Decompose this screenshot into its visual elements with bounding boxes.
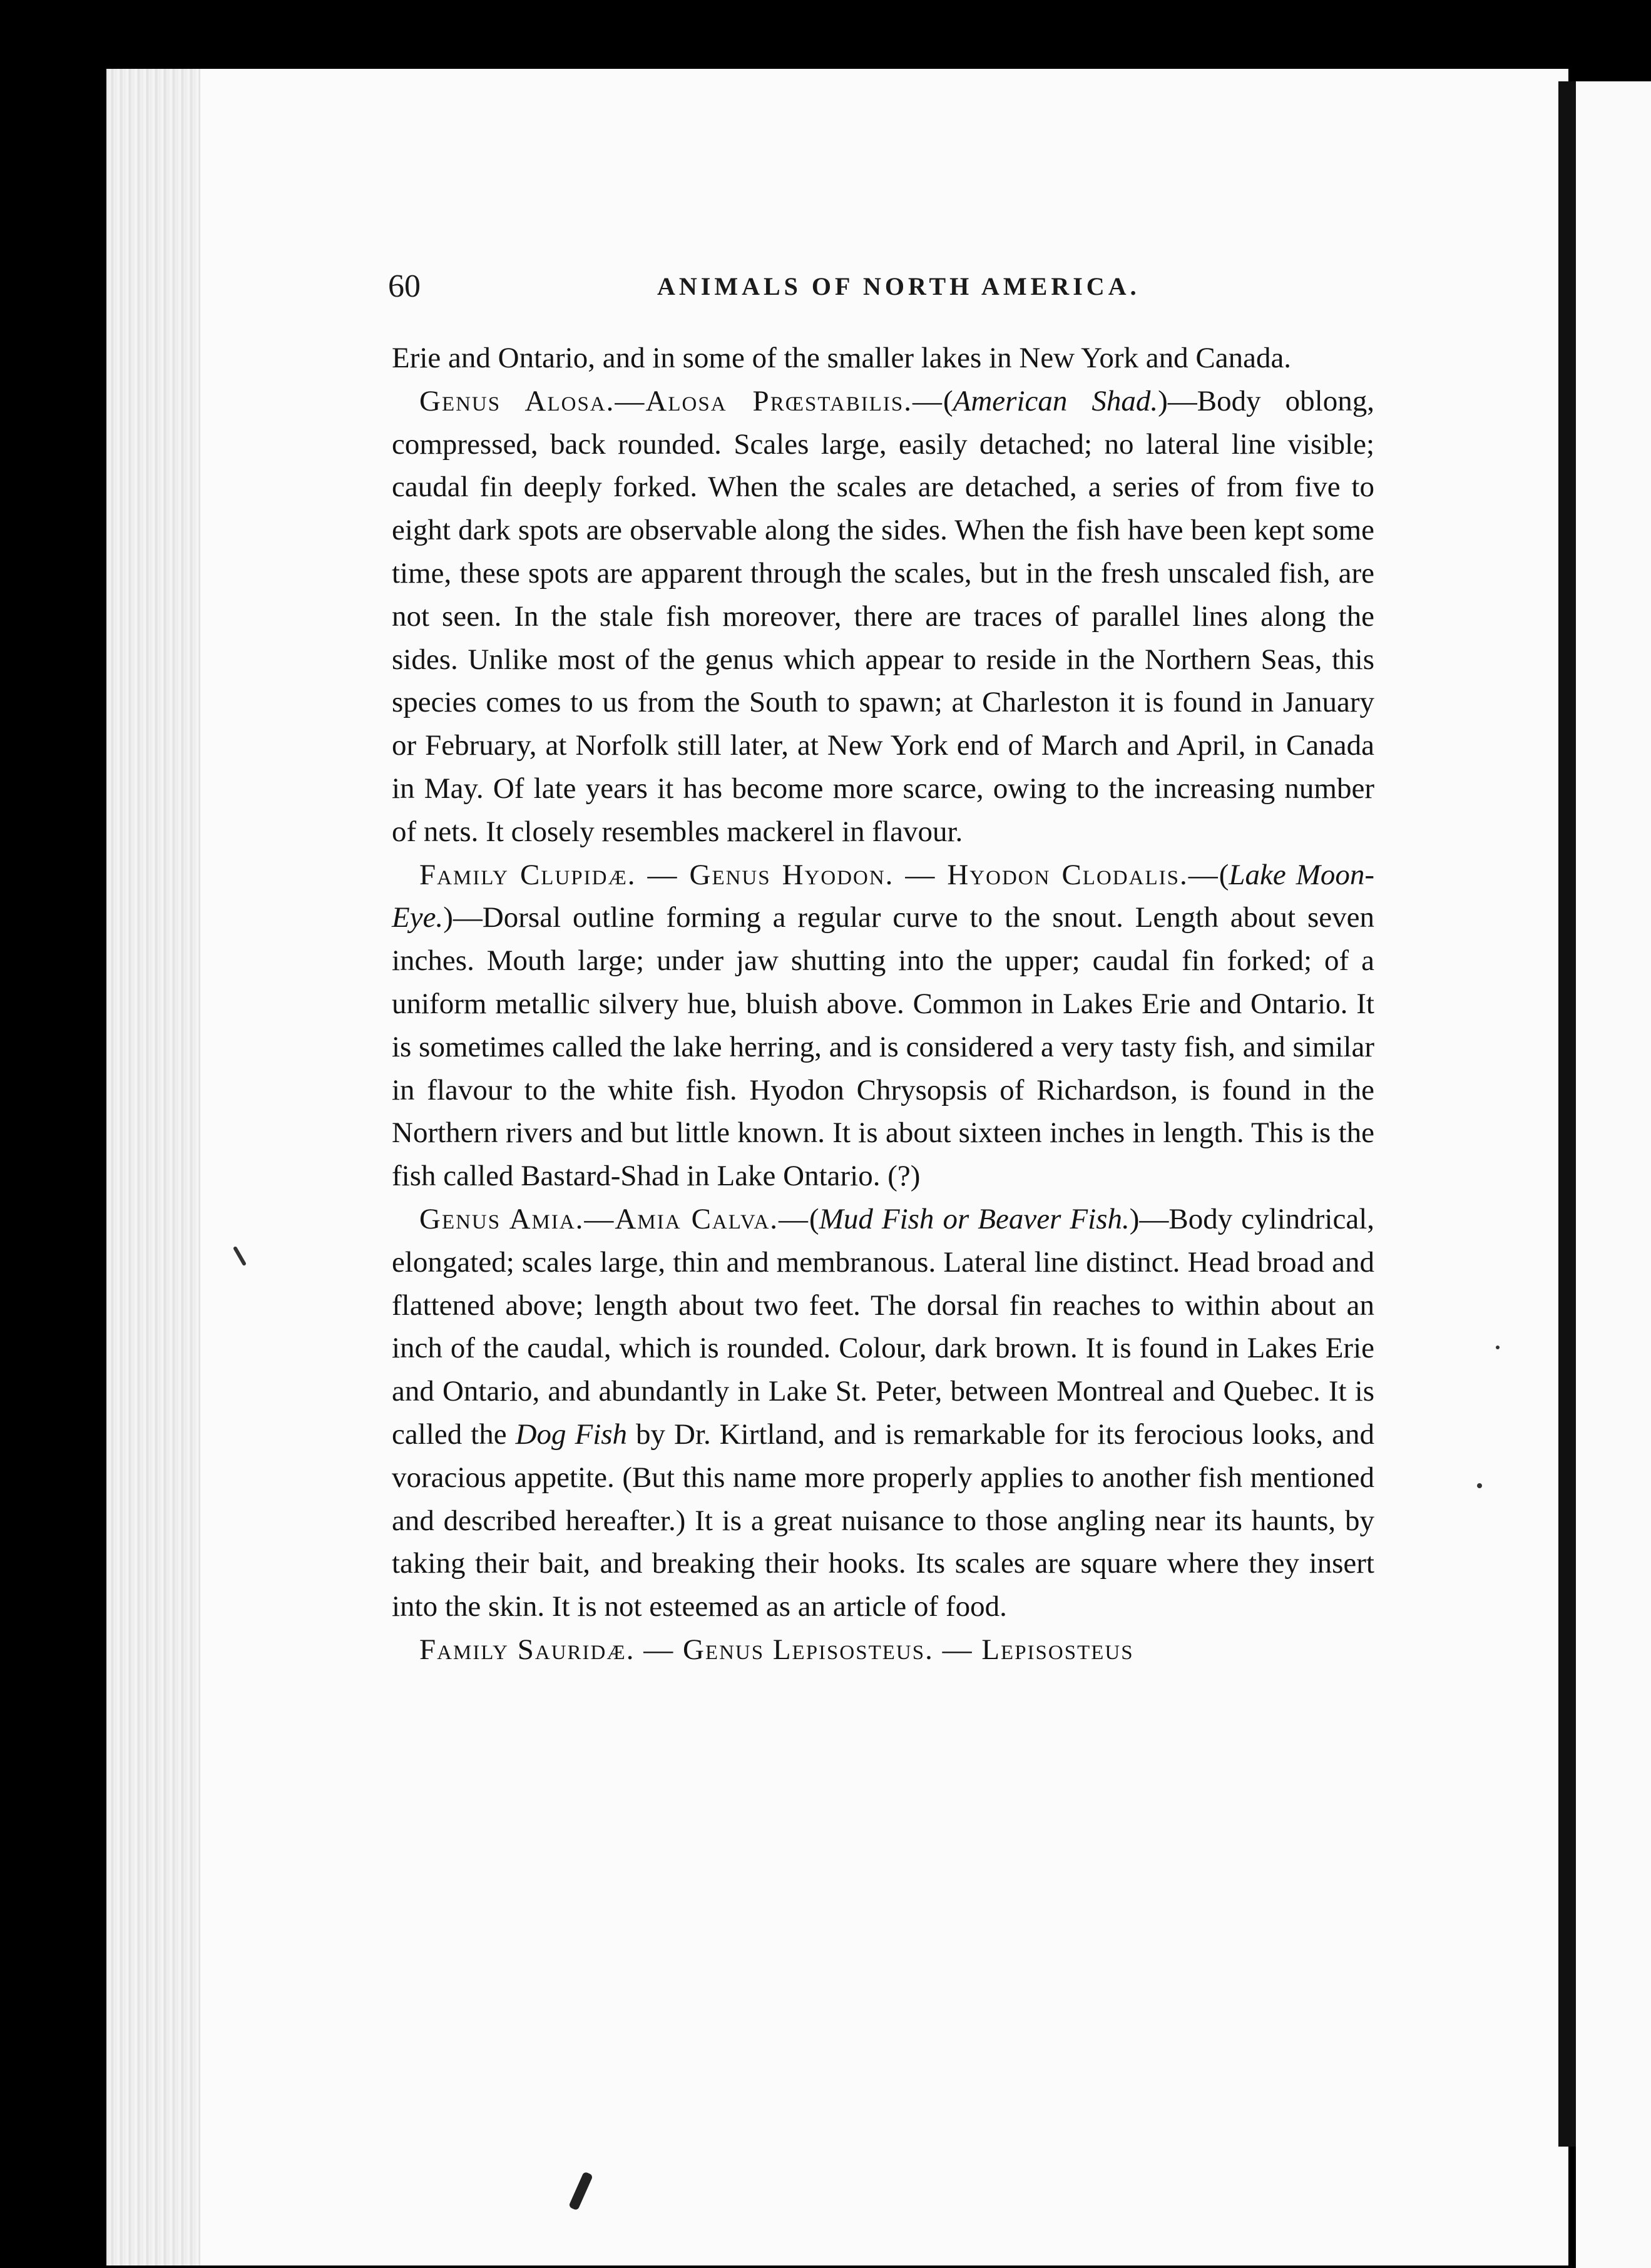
facing-page-edge [1576, 81, 1651, 2268]
scan-speck [1477, 1483, 1482, 1488]
common-name: Mud Fish or Beaver Fish. [819, 1202, 1130, 1235]
paragraph-hyodon [392, 854, 1374, 1198]
binding-shadow [1558, 81, 1576, 2147]
taxon-heading: Family Clupidæ. — Genus Hyodon. — Hyodon Clodalis.— [419, 858, 1219, 891]
common-name: Lake Moon-Eye. [392, 858, 1374, 934]
paragraph-alosa [392, 380, 1374, 854]
common-name: American Shad. [953, 384, 1158, 417]
running-title: ANIMALS OF NORTH AMERICA. [657, 272, 1140, 300]
body-text [392, 337, 1374, 1672]
text-segment: )—Dorsal outline forming a regular curve to the snout. Length about seven inches. Mouth large; under jaw shutting into the upper; caudal fin forked; of a uniform metallic silvery hue, bluish above. Common in Lakes Erie and Ontario. It is sometimes called the lake herring, and is considered a very tasty fish, and similar in flavour to the white fish. Hyodon Chrysopsis of Richardson, is found in the Northern rivers and but little known. It is about sixteen inches in length. This is the fish called Bastard-Shad in Lake Ontario. (?) [392, 901, 1374, 1193]
scan-speck [1496, 1346, 1500, 1349]
page-header [388, 268, 1364, 318]
taxon-heading: Genus Amia.—Amia Calva.— [419, 1202, 810, 1235]
text-segment: by Dr. Kirtland, and is remarkable for its ferocious looks, and voracious appetite. (But this name more properly applies to another fish mentioned and described hereafter.) It is a great nuisance to those angling near its haunts, by taking their bait, and breaking their hooks. Its scales are square where they insert into the skin. It is not esteemed as an article of food. [392, 1418, 1375, 1623]
taxon-heading: Genus Alosa.—Alosa Prœstabilis.— [419, 384, 943, 417]
page-edges [106, 69, 200, 2265]
page-number: 60 [388, 268, 421, 304]
text-segment: ( [809, 1202, 819, 1235]
text-segment: )—Body oblong, compressed, back rounded. Scales large, easily detached; no lateral line visible; caudal fin deeply forked. When the scales are detached, a series of from five to eight dark spots are observable along the sides. When the fish have been kept some time, these spots are apparent through the scales, but in the fresh unscaled fish, are not seen. In the stale fish moreover, there are traces of parallel lines along the sides. Unlike most of the genus which appear to reside in the Northern Seas, this species comes to us from the South to spawn; at Charleston it is found in January or February, at Norfolk still later, at New York end of March and April, in Canada in May. Of late years it has become more scarce, owing to the increasing number of nets. It closely resembles mackerel in flavour. [392, 384, 1374, 848]
paragraph-lepisosteus [392, 1628, 1374, 1672]
taxon-heading: Family Sauridæ. — Genus Lepisosteus. — Lepisosteus [419, 1633, 1134, 1666]
text-segment: ( [1219, 858, 1229, 891]
text-segment: ( [943, 384, 953, 417]
text-segment: Erie and Ontario, and in some of the smaller lakes in New York and Canada. [392, 342, 1292, 374]
text-segment: )—Body cylindrical, elongated; scales large, thin and membranous. Lateral line distinct. Head broad and flattened above; length about two feet. The dorsal fin reaches to within about an inch of the caudal, which is rounded. Colour, dark brown. It is found in Lakes Erie and Ontario, and abundantly in Lake St. Peter, between Montreal and Quebec. It is called the [392, 1202, 1375, 1451]
common-name: Dog Fish [515, 1418, 628, 1451]
paragraph [392, 337, 1374, 380]
paragraph-amia [392, 1198, 1374, 1628]
